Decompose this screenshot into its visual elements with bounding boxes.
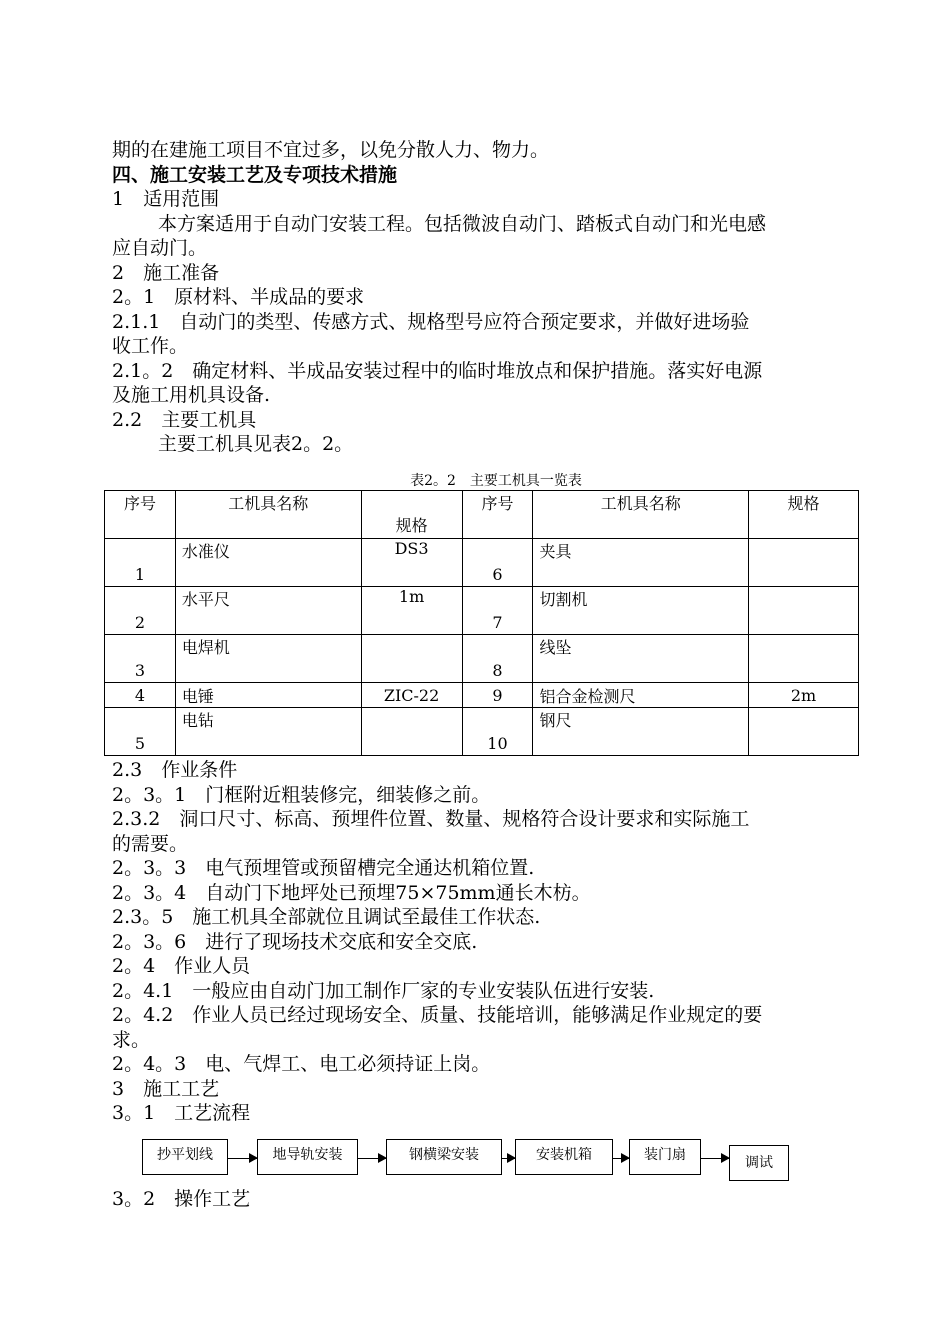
cell-index: 4 bbox=[105, 683, 176, 708]
cell-spec bbox=[361, 635, 462, 683]
header-spec-2: 规格 bbox=[749, 491, 859, 539]
cell-tool-name: 电钻 bbox=[175, 708, 361, 756]
cell-index: 5 bbox=[105, 708, 176, 756]
table-row bbox=[105, 683, 859, 708]
section-body-a bbox=[112, 187, 880, 457]
text-line: 期的在建施工项目不宜过多，以免分散人力、物力。 bbox=[112, 139, 550, 161]
text-line: 的需要。 bbox=[112, 832, 189, 855]
text-line: 3 施工工艺 bbox=[112, 1077, 220, 1100]
cell-tool-name: 夹具 bbox=[533, 539, 749, 587]
tools-table bbox=[104, 490, 859, 756]
cell-index: 7 bbox=[462, 587, 533, 635]
text-line: 2.1.1 自动门的类型、传感方式、规格型号应符合预定要求，并做好进场验 bbox=[112, 310, 750, 333]
process-flowchart bbox=[142, 1139, 792, 1179]
table-row bbox=[105, 708, 859, 756]
section-body-b bbox=[112, 758, 880, 1126]
text-line: 2.3 作业条件 bbox=[112, 759, 238, 781]
text-line: 2.2 主要工机具 bbox=[112, 408, 257, 431]
cell-spec: DS3 bbox=[361, 539, 462, 587]
text-line: 主要工机具见表2。2。 bbox=[158, 433, 354, 455]
header-spec-1: 规格 bbox=[361, 491, 462, 539]
text-line: 2。4 作业人员 bbox=[112, 955, 251, 977]
cell-tool-name: 水准仪 bbox=[175, 539, 361, 587]
cell-spec bbox=[361, 708, 462, 756]
flow-arrow bbox=[613, 1158, 629, 1159]
table-row bbox=[105, 635, 859, 683]
flow-step: 装门扇 bbox=[629, 1139, 701, 1175]
flow-arrow bbox=[228, 1158, 257, 1159]
text-line: 2.3.2 洞口尺寸、标高、预埋件位置、数量、规格符合设计要求和实际施工 bbox=[112, 808, 750, 830]
text-line: 求。 bbox=[112, 1028, 151, 1051]
text-line: 2 施工准备 bbox=[112, 261, 220, 284]
text-line: 3。1 工艺流程 bbox=[112, 1102, 251, 1124]
table-row bbox=[105, 539, 859, 587]
table-header-row bbox=[105, 491, 859, 539]
cell-tool-name: 水平尺 bbox=[175, 587, 361, 635]
text-line: 及施工用机具设备. bbox=[112, 384, 271, 406]
cell-index: 3 bbox=[105, 635, 176, 683]
text-line: 2.3。5 施工机具全部就位且调试至最佳工作状态. bbox=[112, 906, 541, 928]
section-title: 四、施工安装工艺及专项技术措施 bbox=[112, 163, 398, 186]
cell-tool-name: 钢尺 bbox=[533, 708, 749, 756]
cell-tool-name: 铝合金检测尺 bbox=[533, 683, 749, 708]
text-line: 收工作。 bbox=[112, 335, 189, 357]
text-line: 2。3。3 电气预埋管或预留槽完全通达机箱位置. bbox=[112, 857, 535, 879]
document-page bbox=[112, 138, 880, 1210]
text-line: 2。4.2 作业人员已经过现场安全、质量、技能培训，能够满足作业规定的要 bbox=[112, 1004, 763, 1026]
flow-arrow bbox=[358, 1158, 386, 1159]
text-line: 3。2 操作工艺 bbox=[112, 1188, 251, 1210]
flow-step: 调试 bbox=[729, 1145, 789, 1181]
cell-tool-name: 电焊机 bbox=[175, 635, 361, 683]
text-line: 2。3。4 自动门下地坪处已预埋75×75mm通长木枋。 bbox=[112, 881, 591, 904]
flow-step: 安装机箱 bbox=[515, 1139, 613, 1175]
cell-index: 1 bbox=[105, 539, 176, 587]
cell-spec: ZIC-22 bbox=[361, 683, 462, 708]
header-name-2: 工机具名称 bbox=[533, 491, 749, 539]
text-line: 2。3。6 进行了现场技术交底和安全交底. bbox=[112, 930, 478, 953]
text-line: 应自动门。 bbox=[112, 237, 208, 259]
cell-spec: 2m bbox=[749, 683, 859, 708]
cell-spec bbox=[749, 539, 859, 587]
table-caption: 表2。2 主要工机具一览表 bbox=[410, 473, 582, 489]
header-index-2: 序号 bbox=[462, 491, 533, 539]
text-line: 2.1。2 确定材料、半成品安装过程中的临时堆放点和保护措施。落实好电源 bbox=[112, 359, 763, 382]
text-line: 2。1 原材料、半成品的要求 bbox=[112, 286, 365, 308]
cell-index: 9 bbox=[462, 683, 533, 708]
text-line: 2。3。1 门框附近粗装修完，细装修之前。 bbox=[112, 783, 491, 806]
table-row bbox=[105, 587, 859, 635]
flow-step: 抄平划线 bbox=[142, 1139, 228, 1175]
cell-index: 8 bbox=[462, 635, 533, 683]
cell-index: 10 bbox=[462, 708, 533, 756]
cell-tool-name: 线坠 bbox=[533, 635, 749, 683]
header-name-1: 工机具名称 bbox=[175, 491, 361, 539]
cell-spec: 1m bbox=[361, 587, 462, 635]
text-line: 本方案适用于自动门安装工程。包括微波自动门、踏板式自动门和光电感 bbox=[158, 212, 767, 235]
cell-tool-name: 切割机 bbox=[533, 587, 749, 635]
cell-spec bbox=[749, 635, 859, 683]
flow-arrow bbox=[701, 1158, 729, 1159]
cell-spec bbox=[749, 587, 859, 635]
cell-tool-name: 电锤 bbox=[175, 683, 361, 708]
cell-spec bbox=[749, 708, 859, 756]
flow-arrow bbox=[502, 1158, 515, 1159]
header-index-1: 序号 bbox=[105, 491, 176, 539]
flow-step: 钢横梁安装 bbox=[386, 1139, 502, 1175]
flow-step: 地导轨安装 bbox=[257, 1139, 358, 1175]
text-line: 1 适用范围 bbox=[112, 188, 220, 210]
cell-index: 6 bbox=[462, 539, 533, 587]
text-line: 2。4。3 电、气焊工、电工必须持证上岗。 bbox=[112, 1053, 491, 1075]
text-line: 2。4.1 一般应由自动门加工制作厂家的专业安装队伍进行安装. bbox=[112, 979, 655, 1002]
cell-index: 2 bbox=[105, 587, 176, 635]
